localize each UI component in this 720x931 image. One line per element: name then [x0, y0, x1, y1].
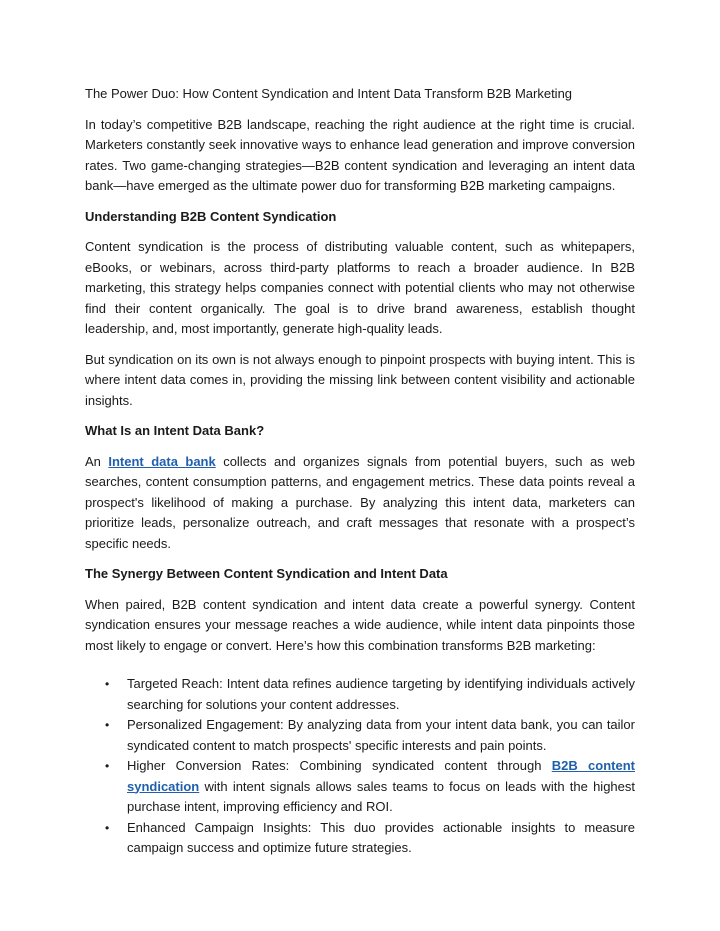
intro-paragraph: In today’s competitive B2B landscape, reaching the right audience at the right time is crucial. Marketers constantly seek innovative ways to enhance lead generation and improve conversion rates. Two game-changing strategies—B2B content syndication and leveraging an intent data bank—have emerged as the ultimate power duo for transforming B2B marketing campaigns.: [85, 116, 635, 193]
list-item-text: Enhanced Campaign Insights: This duo provides actionable insights to measure campaign success and optimize future strategies.: [127, 819, 635, 855]
paragraph-suffix: collects and organizes signals from potential buyers, such as web searches, content consumption patterns, and engagement metrics. These data points reveal a prospect's likelihood of making a purchase. By analyzing this intent data, marketers can prioritize leads, personalize outreach, and craft messages that resonate with a prospect’s specific needs.: [85, 453, 635, 551]
bullet-icon: •: [105, 759, 110, 773]
list-item-text: Targeted Reach: Intent data refines audience targeting by identifying individuals actively searching for solutions your content addresses.: [127, 676, 635, 712]
intent-data-bank-paragraph: [85, 452, 635, 555]
list-item: [85, 674, 635, 715]
bullet-icon: •: [105, 820, 110, 835]
bullet-icon: •: [105, 677, 110, 691]
document-body: [85, 84, 635, 859]
section-heading-synergy: The Synergy Between Content Syndication and Intent Data: [85, 566, 448, 581]
list-item-text: Personalized Engagement: By analyzing data from your intent data bank, you can tailor syndicated content to match prospects' specific interests and pain points.: [127, 717, 635, 753]
paragraph-prefix: An: [85, 453, 109, 469]
b2b-content-syndication-link[interactable]: B2B content syndication: [127, 758, 635, 794]
syndication-paragraph-1: Content syndication is the process of distributing valuable content, such as whitepapers, eBooks, or webinars, across third-party platforms to reach a broader audience. In B2B marketing, this strategy helps companies connect with potential clients who may not otherwise find their content organically. The goal is to drive brand awareness, establish thought leadership, and, most importantly, generate high-quality leads.: [85, 239, 635, 336]
syndication-paragraph-2: But syndication on its own is not always enough to pinpoint prospects with buying intent. This is where intent data comes in, providing the missing link between content visibility and actionable insights.: [85, 351, 635, 408]
section-heading-syndication: Understanding B2B Content Syndication: [85, 208, 337, 224]
list-item-text-prefix: Higher Conversion Rates: Combining syndicated content through: [127, 758, 552, 773]
list-item: [85, 715, 635, 756]
intent-data-bank-link[interactable]: Intent data bank: [108, 453, 216, 469]
list-item: [85, 756, 635, 818]
list-item-text-suffix: with intent signals allows sales teams to focus on leads with the highest purchase intent, improving efficiency and ROI.: [127, 778, 635, 814]
benefits-list: [85, 674, 635, 859]
synergy-paragraph: When paired, B2B content syndication and intent data create a powerful synergy. Content syndication ensures your message reaches a wide audience, while intent data pinpoints those most likely to engage or convert. Here’s how this combination transforms B2B marketing:: [85, 596, 635, 653]
section-heading-intent-data-bank: What Is an Intent Data Bank?: [85, 423, 265, 438]
document-title: The Power Duo: How Content Syndication and Intent Data Transform B2B Marketing: [85, 86, 573, 101]
bullet-icon: •: [105, 718, 110, 732]
list-item: [85, 818, 635, 859]
